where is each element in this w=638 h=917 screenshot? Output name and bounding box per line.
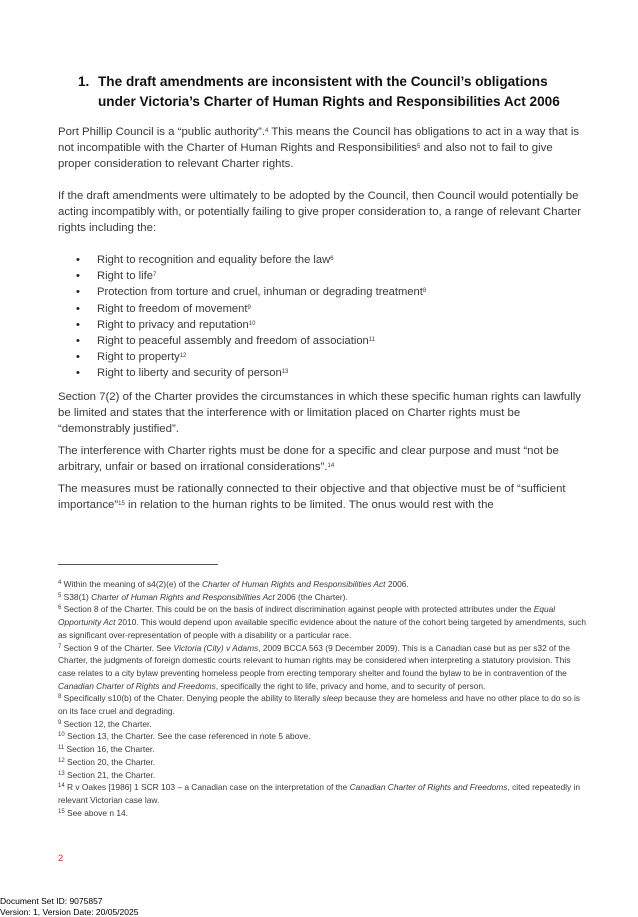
footnote-ref[interactable]: 11 bbox=[368, 337, 375, 344]
version-line: Version: 1, Version Date: 20/05/2025 bbox=[0, 907, 139, 917]
footnote-ref[interactable]: 5 bbox=[417, 144, 421, 150]
footnote-ref[interactable]: 8 bbox=[422, 288, 427, 295]
charter-rights-list bbox=[58, 252, 588, 382]
heading-number: 1. bbox=[78, 74, 90, 89]
footnote-ref[interactable]: 14 bbox=[327, 463, 335, 469]
footnote: $^4$ Within the meaning of s4(2)(e) of the Charter of Human Rights and Responsibilities Act 2006. bbox=[58, 579, 409, 589]
footnote-ref[interactable]: 15 bbox=[118, 501, 125, 507]
paragraph-public-authority: Port Phillip Council is a “public authority”.$^4$ This means the Council has obligations to act in a way that is not incompatible with the Charter of Human Rights and Responsibilities$^5$ and also not to fail to give proper consideration to relevant Charter rights. bbox=[58, 126, 580, 170]
footnote: $^8$ Specifically s10(b) of the Chater. Denying people the ability to literally sleep because they are homeless and have no other place to do so is on its face cruel and degrading. bbox=[58, 693, 580, 717]
footnote: $^9$ Section 12, the Charter. bbox=[58, 718, 152, 729]
document-set-id: Document Set ID: 9075857 bbox=[0, 896, 103, 906]
paragraph-interference: The interference with Charter rights must be done for a specific and clear purpose and must “not be arbitrary, unfair or based on irrational considerations”.$^{14}$ bbox=[58, 445, 559, 473]
footnote: $^7$ Section 9 of the Charter. See Victoria (City) v Adams, 2009 BCCA 563 (9 December 2009). This is a Canadian case but as per s32 of the Charter, the judgments of foreign domestic courts relevant to human rights may be considered when interpreting a statutory provision. This case relates to a city bylaw preventing homeless people from erecting temporary shelter and found the bylaw to be in contravention of the Canadian Charter of Rights and Freedoms, specifically the right to life, privacy and home, and to security of person. bbox=[58, 642, 571, 691]
list-item: • Right to privacy and reputation$^{10}$ bbox=[58, 317, 588, 333]
footnote-divider bbox=[58, 564, 218, 565]
footnote-ref[interactable]: 6 bbox=[330, 256, 334, 262]
list-item: • Protection from torture and cruel, inhuman or degrading treatment$^8$ bbox=[58, 284, 588, 300]
paragraph-measures: The measures must be rationally connected to their objective and that objective must be of “sufficient importance”$^{15}$ in relation to the human rights to be limited. The onus would rest with the bbox=[58, 483, 566, 511]
heading-text: The draft amendments are inconsistent with the Council’s obligations under Victoria’s Charter of Human Rights and Responsibilities Act 2006 bbox=[98, 74, 560, 109]
list-item: • Right to freedom of movement$^9$ bbox=[58, 301, 588, 317]
footnote-ref[interactable]: 4 bbox=[265, 128, 269, 134]
footnote: $^{10}$ Section 13, the Charter. See the case referenced in note 5 above. bbox=[58, 731, 311, 742]
footnote: $^6$ Section 8 of the Charter. This could be on the basis of indirect discrimination against people with protected attributes under the Equal Opportunity Act 2010. This would depend upon available specific evidence about the nature of the cohort being targeted by amendments, such as significant over-representation of people with a disability or a particular race. bbox=[58, 604, 586, 640]
footnote: $^{11}$ Section 16, the Charter. bbox=[58, 744, 155, 755]
paragraph-section-7-2: Section 7(2) of the Charter provides the circumstances in which these specific human rights can lawfully be limited and states that the interference with or limitation placed on Charter rights must be “demonstrably justified”. bbox=[58, 391, 581, 435]
footnote: $^5$ S38(1) Charter of Human Rights and Responsibilities Act 2006 (the Charter). bbox=[58, 591, 348, 602]
footnote: $^{12}$ Section 20, the Charter. bbox=[58, 756, 156, 767]
footnote-ref[interactable]: 12 bbox=[179, 353, 187, 360]
footnote-ref[interactable]: 9 bbox=[247, 304, 251, 311]
footnote-ref[interactable]: 13 bbox=[281, 369, 289, 376]
footnotes bbox=[58, 578, 588, 819]
list-item: • Right to peaceful assembly and freedom of association$^{11}$ bbox=[58, 333, 588, 349]
footnote-ref[interactable]: 7 bbox=[152, 272, 157, 279]
footnote: $^{14}$ R v Oakes [1986] 1 SCR 103 – a Canadian case on the interpretation of the Canadian Charter of Rights and Freedoms, cited repeatedly in relevant Victorian case law. bbox=[58, 782, 581, 805]
footnote: $^{15}$ See above n 14. bbox=[58, 807, 129, 818]
list-item: • Right to recognition and equality before the law$^6$ bbox=[58, 252, 588, 268]
footnote: $^{13}$ Section 21, the Charter. bbox=[58, 769, 156, 780]
list-item: • Right to liberty and security of person$^{13}$ bbox=[58, 365, 588, 381]
page-number: 2 bbox=[58, 853, 64, 864]
footnote-ref[interactable]: 10 bbox=[248, 320, 256, 327]
paragraph-draft-amendments: If the draft amendments were ultimately to be adopted by the Council, then Council would potentially be acting incompatibly with, or potentially failing to give proper consideration to, a range of relevant Charter rights including the: bbox=[58, 190, 581, 234]
list-item: • Right to property$^{12}$ bbox=[58, 349, 588, 365]
list-item: • Right to life$^7$ bbox=[58, 268, 588, 284]
